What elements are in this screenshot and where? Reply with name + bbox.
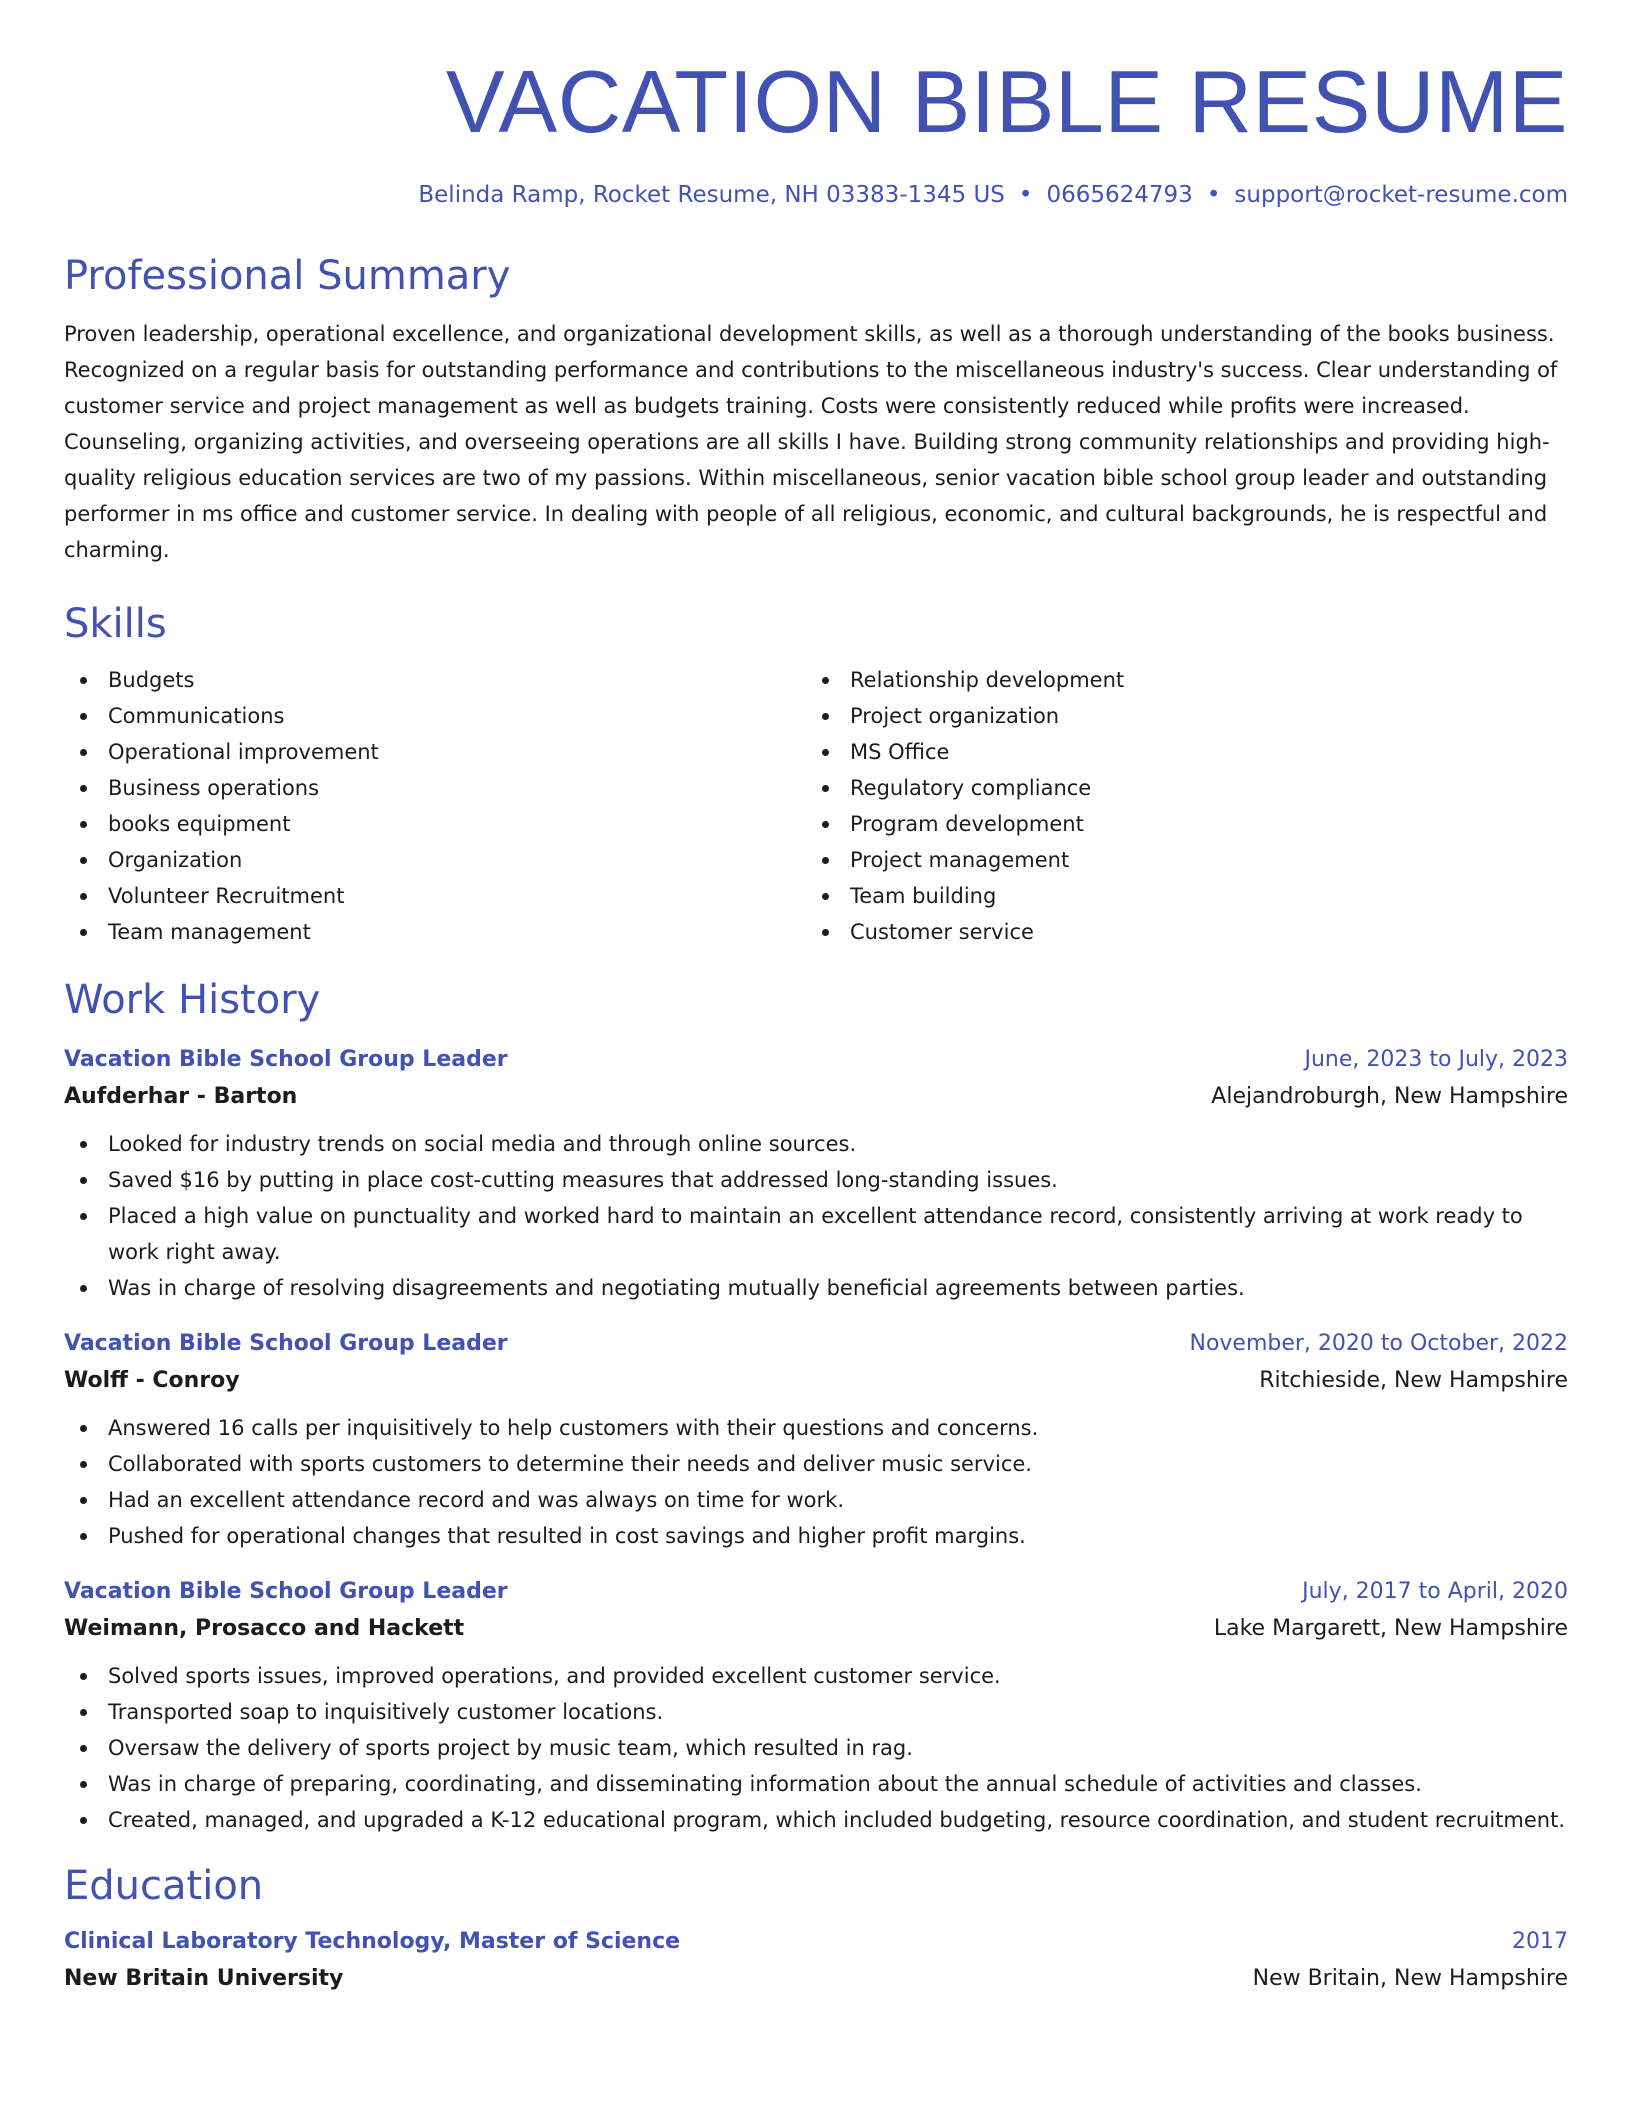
skill-item: Project management: [806, 842, 1548, 878]
skill-item: books equipment: [64, 806, 806, 842]
skill-item: Budgets: [64, 662, 806, 698]
work-history-section: [64, 976, 1568, 1838]
skill-item: Team building: [806, 878, 1548, 914]
contact-separator: •: [1018, 182, 1033, 208]
skill-item: Relationship development: [806, 662, 1548, 698]
job-title: Vacation Bible School Group Leader: [64, 1579, 508, 1604]
skills-columns: [64, 662, 1568, 950]
skill-item: Project organization: [806, 698, 1548, 734]
job-bullet: Placed a high value on punctuality and worked hard to maintain an excellent attendance record, consistently arriving at work ready to work right away.: [64, 1198, 1568, 1270]
job-bullet: Saved $16 by putting in place cost-cutting measures that addressed long-standing issues.: [64, 1162, 1568, 1198]
job-title: Vacation Bible School Group Leader: [64, 1047, 508, 1072]
skills-list-right: [806, 662, 1548, 950]
resume-name: VACATION BIBLE RESUME: [445, 52, 1568, 151]
job-bullet: Answered 16 calls per inquisitively to help customers with their questions and concerns.: [64, 1410, 1568, 1446]
education-section: [64, 1862, 1568, 1998]
contact-address: Belinda Ramp, Rocket Resume, NH 03383-1345 US: [418, 182, 1005, 208]
job-location: Ritchieside, New Hampshire: [1259, 1368, 1568, 1393]
job-bullet: Had an excellent attendance record and was always on time for work.: [64, 1482, 1568, 1518]
skills-list-left: [64, 662, 806, 950]
education-entry: [64, 1924, 1568, 1998]
job-bullets: [64, 1410, 1568, 1554]
job-bullet: Collaborated with sports customers to determine their needs and deliver music service.: [64, 1446, 1568, 1482]
skills-heading: Skills: [64, 601, 167, 647]
job-bullet: Was in charge of preparing, coordinating, and disseminating information about the annual schedule of activities and classes.: [64, 1766, 1568, 1802]
job-bullet: Was in charge of resolving disagreements and negotiating mutually beneficial agreements between parties.: [64, 1270, 1568, 1306]
contact-line: [64, 180, 1568, 210]
education-location: New Britain, New Hampshire: [1252, 1966, 1568, 1991]
job-location: Alejandroburgh, New Hampshire: [1211, 1084, 1568, 1109]
skill-item: Communications: [64, 698, 806, 734]
skill-item: MS Office: [806, 734, 1548, 770]
job-company: Wolff - Conroy: [64, 1368, 240, 1393]
education-heading: Education: [64, 1863, 264, 1909]
work-history-heading: Work History: [64, 977, 321, 1023]
education-year: 2017: [1512, 1929, 1568, 1954]
job-entry: [64, 1042, 1568, 1306]
contact-phone[interactable]: 0665624793: [1046, 182, 1193, 208]
job-bullet: Solved sports issues, improved operations, and provided excellent customer service.: [64, 1658, 1568, 1694]
job-title: Vacation Bible School Group Leader: [64, 1331, 508, 1356]
skill-item: Volunteer Recruitment: [64, 878, 806, 914]
job-bullet: Transported soap to inquisitively customer locations.: [64, 1694, 1568, 1730]
job-company: Weimann, Prosacco and Hackett: [64, 1616, 465, 1641]
job-entry: [64, 1574, 1568, 1838]
skill-item: Business operations: [64, 770, 806, 806]
skill-item: Customer service: [806, 914, 1548, 950]
job-dates: July, 2017 to April, 2020: [1302, 1579, 1568, 1604]
contact-separator: •: [1206, 182, 1221, 208]
job-company: Aufderhar - Barton: [64, 1084, 298, 1109]
education-degree: Clinical Laboratory Technology, Master of Science: [64, 1929, 681, 1954]
contact-email[interactable]: support@rocket-resume.com: [1234, 182, 1568, 208]
skill-item: Operational improvement: [64, 734, 806, 770]
job-bullets: [64, 1658, 1568, 1838]
skill-item: Regulatory compliance: [806, 770, 1548, 806]
job-dates: June, 2023 to July, 2023: [1304, 1047, 1568, 1072]
resume-header: [64, 0, 1568, 210]
summary-text: Proven leadership, operational excellence, and organizational development skills, as well as a thorough understanding of the books business. Recognized on a regular basis for outstanding performance and contributions to the miscellaneous industry's success. Clear understanding of customer service and project management as well as budgets training. Costs were consistently reduced while profits were increased. Counseling, organizing activities, and overseeing operations are all skills I have. Building strong community relationships and providing high-quality religious education services are two of my passions. Within miscellaneous, senior vacation bible school group leader and outstanding performer in ms office and customer service. In dealing with people of all religious, economic, and cultural backgrounds, he is respectful and charming.: [64, 322, 1558, 562]
job-bullet: Pushed for operational changes that resulted in cost savings and higher profit margins.: [64, 1518, 1568, 1554]
job-bullet: Created, managed, and upgraded a K-12 educational program, which included budgeting, resource coordination, and student recruitment.: [64, 1802, 1568, 1838]
skill-item: Organization: [64, 842, 806, 878]
job-location: Lake Margarett, New Hampshire: [1213, 1616, 1568, 1641]
summary-section: [64, 252, 1568, 568]
job-bullet: Looked for industry trends on social media and through online sources.: [64, 1126, 1568, 1162]
job-entry: [64, 1326, 1568, 1554]
skills-section: [64, 600, 1568, 950]
job-bullets: [64, 1126, 1568, 1306]
summary-heading: Professional Summary: [64, 253, 511, 299]
skill-item: Program development: [806, 806, 1548, 842]
job-bullet: Oversaw the delivery of sports project by music team, which resulted in rag.: [64, 1730, 1568, 1766]
skill-item: Team management: [64, 914, 806, 950]
job-dates: November, 2020 to October, 2022: [1189, 1331, 1568, 1356]
education-school: New Britain University: [64, 1966, 344, 1991]
